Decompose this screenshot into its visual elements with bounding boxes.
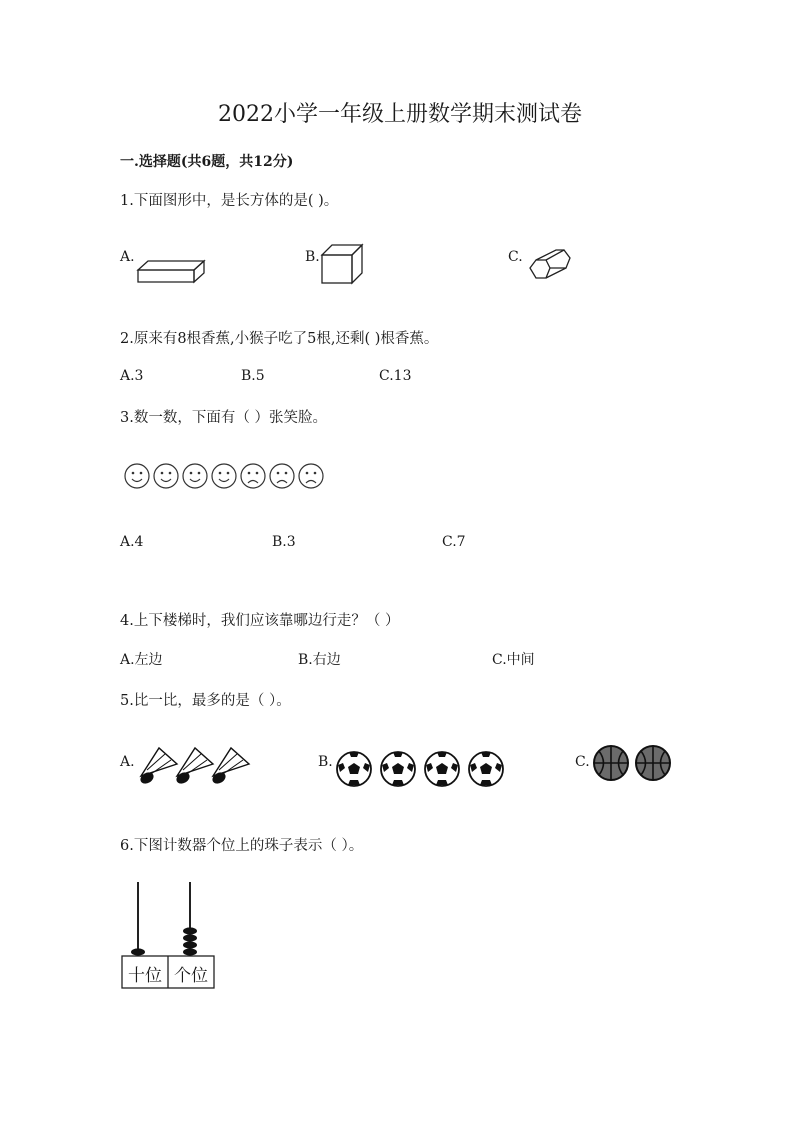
soccer-ball-icon	[469, 752, 503, 786]
tens-place-label: 十位	[128, 966, 162, 986]
sad-face-icon	[241, 464, 265, 488]
question-5: 5.比一比，最多的是（ ）。	[120, 693, 291, 709]
basketball-icon	[594, 746, 628, 780]
q4-option-b: B.右边	[298, 652, 341, 668]
q5-option-b-label: B.	[318, 754, 333, 770]
ones-bead	[183, 934, 197, 941]
cuboid-icon	[136, 258, 208, 284]
question-6: 6.下图计数器个位上的珠子表示（ ）。	[120, 838, 364, 854]
q2-option-c: C.13	[379, 368, 412, 384]
question-1: 1.下面图形中，是长方体的是( )。	[120, 193, 339, 209]
q4-option-c: C.中间	[492, 652, 535, 668]
hexagonal-prism-icon	[528, 248, 572, 284]
section-heading: 一.选择题(共6题，共12分)	[120, 154, 294, 170]
q2-option-a: A.3	[120, 368, 144, 384]
shuttlecock-icon	[174, 748, 213, 786]
shuttlecock-icon	[210, 748, 249, 786]
shuttlecocks-group	[137, 742, 255, 786]
sad-face-icon	[299, 464, 323, 488]
smiley-face-icon	[212, 464, 236, 488]
smiley-face-icon	[154, 464, 178, 488]
soccer-ball-icon	[425, 752, 459, 786]
shuttlecock-icon	[138, 748, 177, 786]
soccer-ball-icon	[337, 752, 371, 786]
page-title: 2022小学一年级上册数学期末测试卷	[218, 102, 582, 127]
q5-option-c-label: C.	[575, 754, 590, 770]
question-2: 2.原来有8根香蕉,小猴子吃了5根,还剩( )根香蕉。	[120, 331, 439, 347]
soccer-balls-group	[336, 750, 508, 788]
sad-face-icon	[270, 464, 294, 488]
faces-row	[123, 462, 333, 490]
ones-bead	[183, 948, 197, 955]
tens-bead	[131, 948, 145, 955]
q1-option-c-label: C.	[508, 249, 523, 265]
ones-place-label: 个位	[174, 966, 208, 986]
q3-option-c: C.7	[442, 534, 466, 550]
q2-option-b: B.5	[241, 368, 265, 384]
question-3: 3.数一数，下面有（ ）张笑脸。	[120, 410, 327, 426]
q1-option-a-label: A.	[120, 249, 135, 265]
ones-bead	[183, 941, 197, 948]
cube-icon	[320, 243, 364, 285]
q3-option-b: B.3	[272, 534, 296, 550]
basketball-icon	[636, 746, 670, 780]
basketballs-group	[592, 744, 676, 782]
smiley-face-icon	[183, 464, 207, 488]
q3-option-a: A.4	[120, 534, 144, 550]
q5-option-a-label: A.	[120, 754, 135, 770]
q1-option-b-label: B.	[305, 249, 320, 265]
q4-option-a: A.左边	[120, 652, 163, 668]
smiley-face-icon	[125, 464, 149, 488]
soccer-ball-icon	[381, 752, 415, 786]
question-4: 4.上下楼梯时，我们应该靠哪边行走？（ ）	[120, 613, 400, 629]
ones-bead	[183, 927, 197, 934]
